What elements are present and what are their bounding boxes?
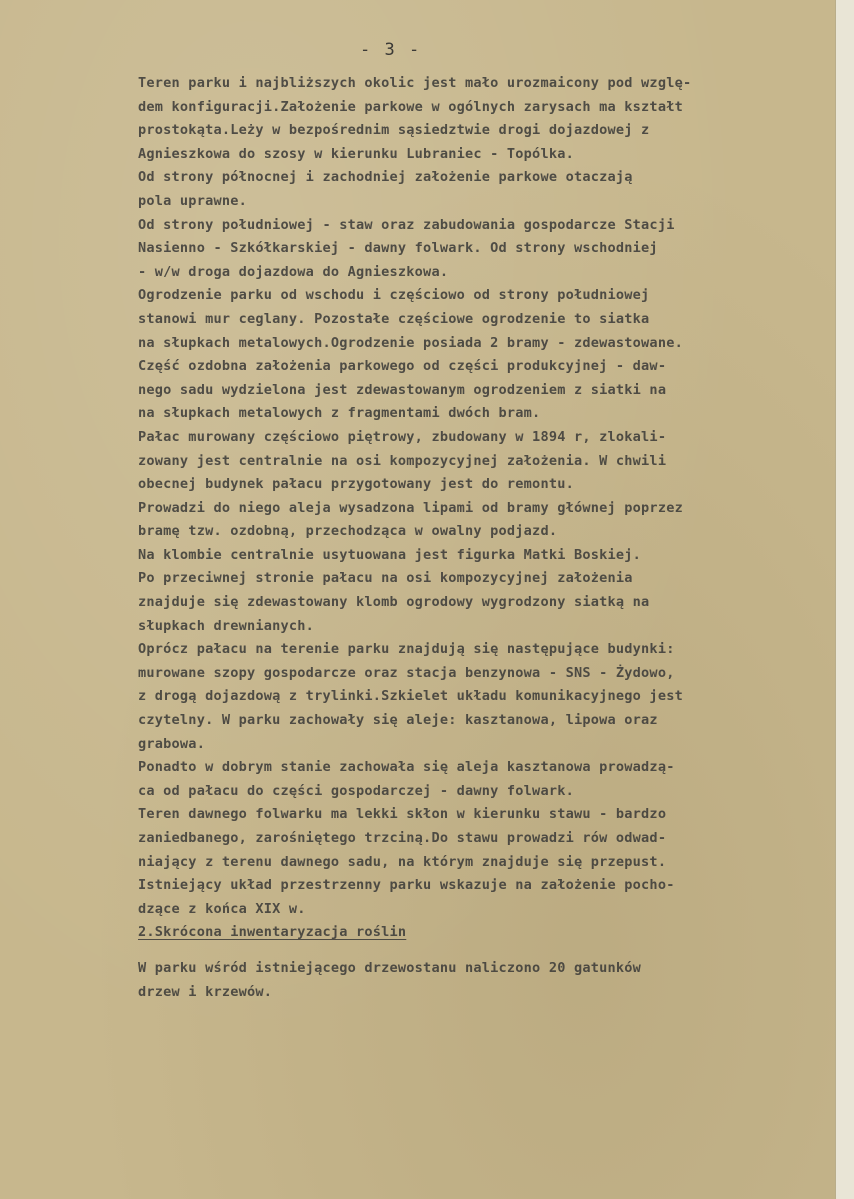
text-line: murowane szopy gospodarcze oraz stacja benzynowa - SNS - Żydowo, [138,664,675,681]
text-line: Od strony północnej i zachodniej założenie parkowe otaczają [138,169,633,186]
text-line: prostokąta.Leży w bezpośrednim sąsiedztwie drogi dojazdowej z [138,122,650,139]
text-line: drzew i krzewów. [138,983,273,1000]
text-line: Nasienno - Szkółkarskiej - dawny folwark. Od strony wschodniej [138,240,658,257]
text-line: Pałac murowany częściowo piętrowy, zbudowany w 1894 r, zlokali- [138,428,667,445]
text-line: grabowa. [138,735,206,752]
text-line: - w/w droga dojazdowa do Agnieszkowa. [138,263,449,280]
text-line: Oprócz pałacu na terenie parku znajdują się następujące budynki: [138,641,675,658]
text-line: ca od pałacu do części gospodarczej - dawny folwark. [138,782,574,799]
text-line: Ogrodzenie parku od wschodu i częściowo od strony południowej [138,287,650,304]
text-line: na słupkach metalowych.Ogrodzenie posiada 2 bramy - zdewastowane. [138,334,683,351]
section-heading: 2.Skrócona inwentaryzacja roślin [138,924,407,941]
text-line: stanowi mur ceglany. Pozostałe częściowe ogrodzenie to siatka [138,310,650,327]
text-line: pola uprawne. [138,192,247,209]
text-line: Część ozdobna założenia parkowego od części produkcyjnej - daw- [138,358,667,375]
text-line: słupkach drewnianych. [138,617,315,634]
text-line: dzące z końca XIX w. [138,900,306,917]
text-line: obecnej budynek pałacu przygotowany jest do remontu. [138,476,574,493]
text-line: zaniedbanego, zarośniętego trzciną.Do stawu prowadzi rów odwad- [138,830,667,846]
text-line: na słupkach metalowych z fragmentami dwóch bram. [138,405,541,422]
text-line: zowany jest centralnie na osi kompozycyjnej założenia. W chwili [138,452,667,469]
text-line: bramę tzw. ozdobną, przechodząca w owalny podjazd. [138,523,558,540]
text-line: W parku wśród istniejącego drzewostanu naliczono 20 gatunków [138,959,642,976]
page-number: - 3 - [360,40,422,60]
text-line: znajduje się zdewastowany klomb ogrodowy wygrodzony siatką na [138,594,650,611]
text-line: czytelny. W parku zachowały się aleje: kasztanowa, lipowa oraz [138,712,658,729]
text-line: Prowadzi do niego aleja wysadzona lipami od bramy głównej poprzez [138,499,683,516]
text-line: dem konfiguracji.Założenie parkowe w ogólnych zarysach ma kształt [138,98,683,115]
text-line: Agnieszkowa do szosy w kierunku Lubraniec - Topólka. [138,145,574,162]
text-line: Ponadto w dobrym stanie zachowała się aleja kasztanowa prowadzą- [138,759,675,776]
text-line: Teren parku i najbliższych okolic jest mało urozmaicony pod wzglę- [138,75,692,91]
text-line: Na klombie centralnie usytuowana jest figurka Matki Boskiej. [138,546,642,563]
document-body [138,72,838,1004]
text-line: Istniejący układ przestrzenny parku wskazuje na założenie pocho- [138,877,675,894]
text-line: niający z terenu dawnego sadu, na którym znajduje się przepust. [138,853,667,870]
paper-edge [835,0,854,1199]
text-line: Po przeciwnej stronie pałacu na osi kompozycyjnej założenia [138,570,633,587]
text-line: nego sadu wydzielona jest zdewastowanym ogrodzeniem z siatki na [138,381,667,398]
text-line: Teren dawnego folwarku ma lekki skłon w kierunku stawu - bardzo [138,806,667,823]
text-line: z drogą dojazdową z trylinki.Szkielet układu komunikacyjnego jest [138,688,683,705]
text-line: Od strony południowej - staw oraz zabudowania gospodarcze Stacji [138,216,675,233]
